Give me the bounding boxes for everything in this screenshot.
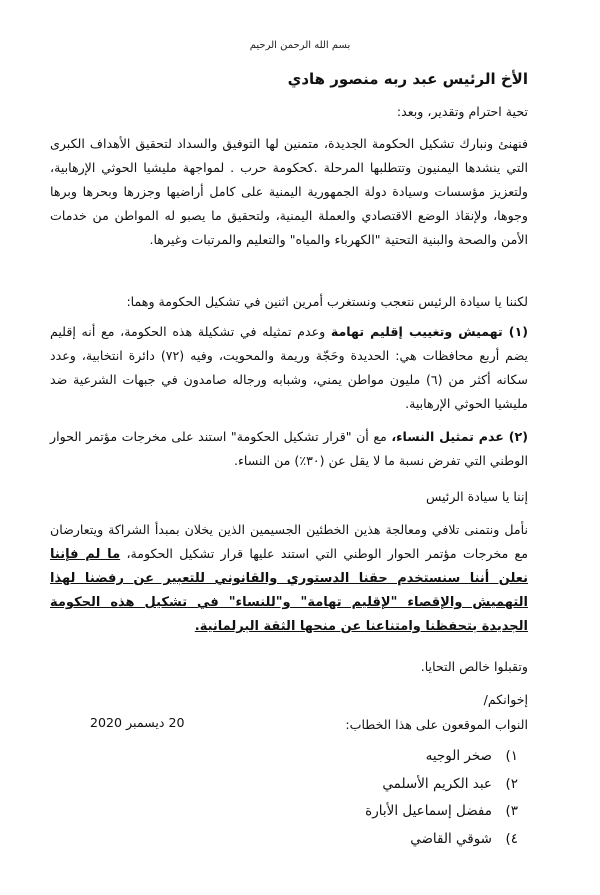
signer-item: [382, 776, 518, 792]
letter-date: 20 ديسمبر 2020: [90, 715, 185, 730]
signer-item: [426, 748, 518, 764]
signer-item: [410, 831, 518, 847]
point-two: [50, 425, 528, 473]
point-one-lead: (١) تهميش وتغييب إقليم تهامة: [330, 324, 529, 339]
intro-paragraph: فنهنئ ونبارك تشكيل الحكومة الجديدة، متمنين لها التوفيق والسداد لتحقيق الأهداف الكبرى التي ينشدها اليمنيون وتتطلبها المرحلة .كحكومة حرب . لمواجهة مليشيا الحوثي الإرهابية، ولتعزيز مؤسسات وسيادة دولة الجمهورية اليمنية على كامل أراضيها وجزرها وبحرها وبرها وجوها، ولإنقاذ الوضع الاقتصادي والعملة اليمنية، ولتحقيق ما يصبو له المواطن من خدمات الأمن والصحة والبنية التحتية "الكهرباء والمياه" والتعليم والمرتبات وغيرها.: [50, 136, 528, 247]
point-two-lead: (٢) عدم تمثيل النساء،: [391, 429, 528, 444]
signer-name: صخر الوجيه: [425, 748, 492, 764]
signer-number: ٤): [505, 831, 518, 847]
basmala: بسم الله الرحمن الرحيم: [249, 40, 351, 51]
signer-number: ٢): [505, 776, 518, 792]
signer-item: [365, 803, 518, 819]
closing: وتقبلوا خالص التحايا.: [420, 659, 528, 674]
signer-name: عبد الكريم الأسلمي: [382, 776, 492, 792]
greeting: تحية احترام وتقدير، وبعد:: [396, 104, 528, 119]
rejection-statement: ما لم فإننا نعلن أننا سنستخدم حقنا الدستوري والقانوني للتعبير عن رفضنا لهذا التهميش والإقصاء "لإقليم تهامة" و"للنساء" في تشكيل هذه الحكومة الجديدة بتحفظنا وامتناعنا عن منحها الثقة البرلمانية.: [50, 547, 528, 634]
brothers-label: إخوانكم/: [483, 692, 528, 707]
point-one: [50, 320, 528, 416]
signer-name: شوقي القاضي: [410, 831, 492, 847]
signer-name: مفضل إسماعيل الأبارة: [365, 803, 492, 819]
request-paragraph: [50, 518, 528, 638]
address-line: إننا يا سيادة الرئيس: [425, 489, 528, 504]
addressee: الأخ الرئيس عبد ربه منصور هادي: [287, 70, 528, 88]
concerns-intro: لكننا يا سيادة الرئيس نتعجب ونستغرب أمرين اثنين في تشكيل الحكومة وهما:: [126, 294, 528, 309]
signer-number: ٣): [505, 803, 518, 819]
request-text: نأمل ونتمنى تلافي ومعالجة هذين الخطئين الجسيمين الذين يخلان بمبدأ الشراكة ويتعارضان مع مخرجات مؤتمر الحوار الوطني التي استند عليها قرار تشكيل الحكومة،: [50, 522, 528, 561]
point-one-text: وعدم تمثيله في تشكيلة هذه الحكومة، مع أنه إقليم يضم أربع محافظات هي: الحديدة وحَجّة وريمة والمحويت، وفيه (٧٢) دائرة انتخابية، وعدد سكانه أكثر من (٦) مليون مواطن يمني، وشبابه ورجاله صامدون في جبهات الشرعية ضد مليشيا الحوثي الإرهابية.: [50, 324, 528, 411]
point-two-text: مع أن "قرار تشكيل الحكومة" استند على مخرجات مؤتمر الحوار الوطني التي تفرض نسبة ما لا يقل عن (٣٠٪) من النساء.: [50, 429, 528, 468]
signers-label: النواب الموقعون على هذا الخطاب:: [345, 717, 528, 732]
signer-number: ١): [505, 748, 518, 764]
